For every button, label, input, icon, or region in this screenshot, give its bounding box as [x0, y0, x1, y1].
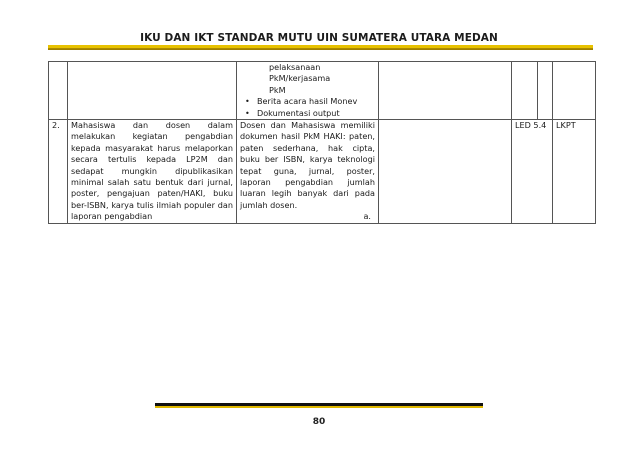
cell-empty	[379, 120, 512, 224]
cell-number	[49, 62, 68, 120]
cell-empty	[553, 62, 596, 120]
measure-text-line: pelaksanaan PkM/kerjasama	[269, 62, 331, 84]
measure-text-line: PkM	[269, 84, 286, 95]
cell-empty	[512, 62, 538, 120]
list-item: • Dokumentasi output	[257, 108, 375, 119]
table-row	[49, 120, 596, 224]
cell-empty	[538, 62, 553, 120]
cell-measure	[237, 62, 379, 120]
footer-rule-accent	[155, 406, 483, 408]
page-header-title: IKU DAN IKT STANDAR MUTU UIN SUMATERA UTARA MEDAN	[140, 32, 498, 44]
standards-table	[48, 61, 596, 224]
cell-indicator	[68, 62, 237, 120]
table-row	[49, 62, 596, 120]
source-led: LED 5.4	[512, 120, 553, 224]
row-number: 2.	[49, 120, 68, 224]
indicator-text: Mahasiswa dan dosen dalam melakukan kegiatan pengabdian kepada masyarakat harus melaporkan secara tertulis kepada LP2M dan sedapat mungkin dipublikasikan minimal salah satu bentuk dari jurnal, poster, pengajuan paten/HAKI, buku ber-ISBN, karya tulis ilmiah populer dan laporan pengabdian	[68, 120, 237, 224]
cell-empty	[379, 62, 512, 120]
measure-item-marker: a.	[363, 211, 371, 222]
header-rule	[48, 45, 593, 48]
cell-measure	[237, 120, 379, 224]
measure-text: Dosen dan Mahasiswa memiliki dokumen hasil PkM HAKI: paten, paten sederhana, hak cipta, buku ber ISBN, karya teknologi tepat guna, jurnal, poster, laporan pengabdian jumlah luaran legih banyak dari pada jumlah dosen.	[240, 120, 375, 210]
list-item: • Berita acara hasil Monev	[257, 96, 375, 107]
page-number: 80	[312, 417, 326, 427]
source-lkpt: LKPT	[553, 120, 596, 224]
measure-bullet-list	[240, 96, 375, 119]
